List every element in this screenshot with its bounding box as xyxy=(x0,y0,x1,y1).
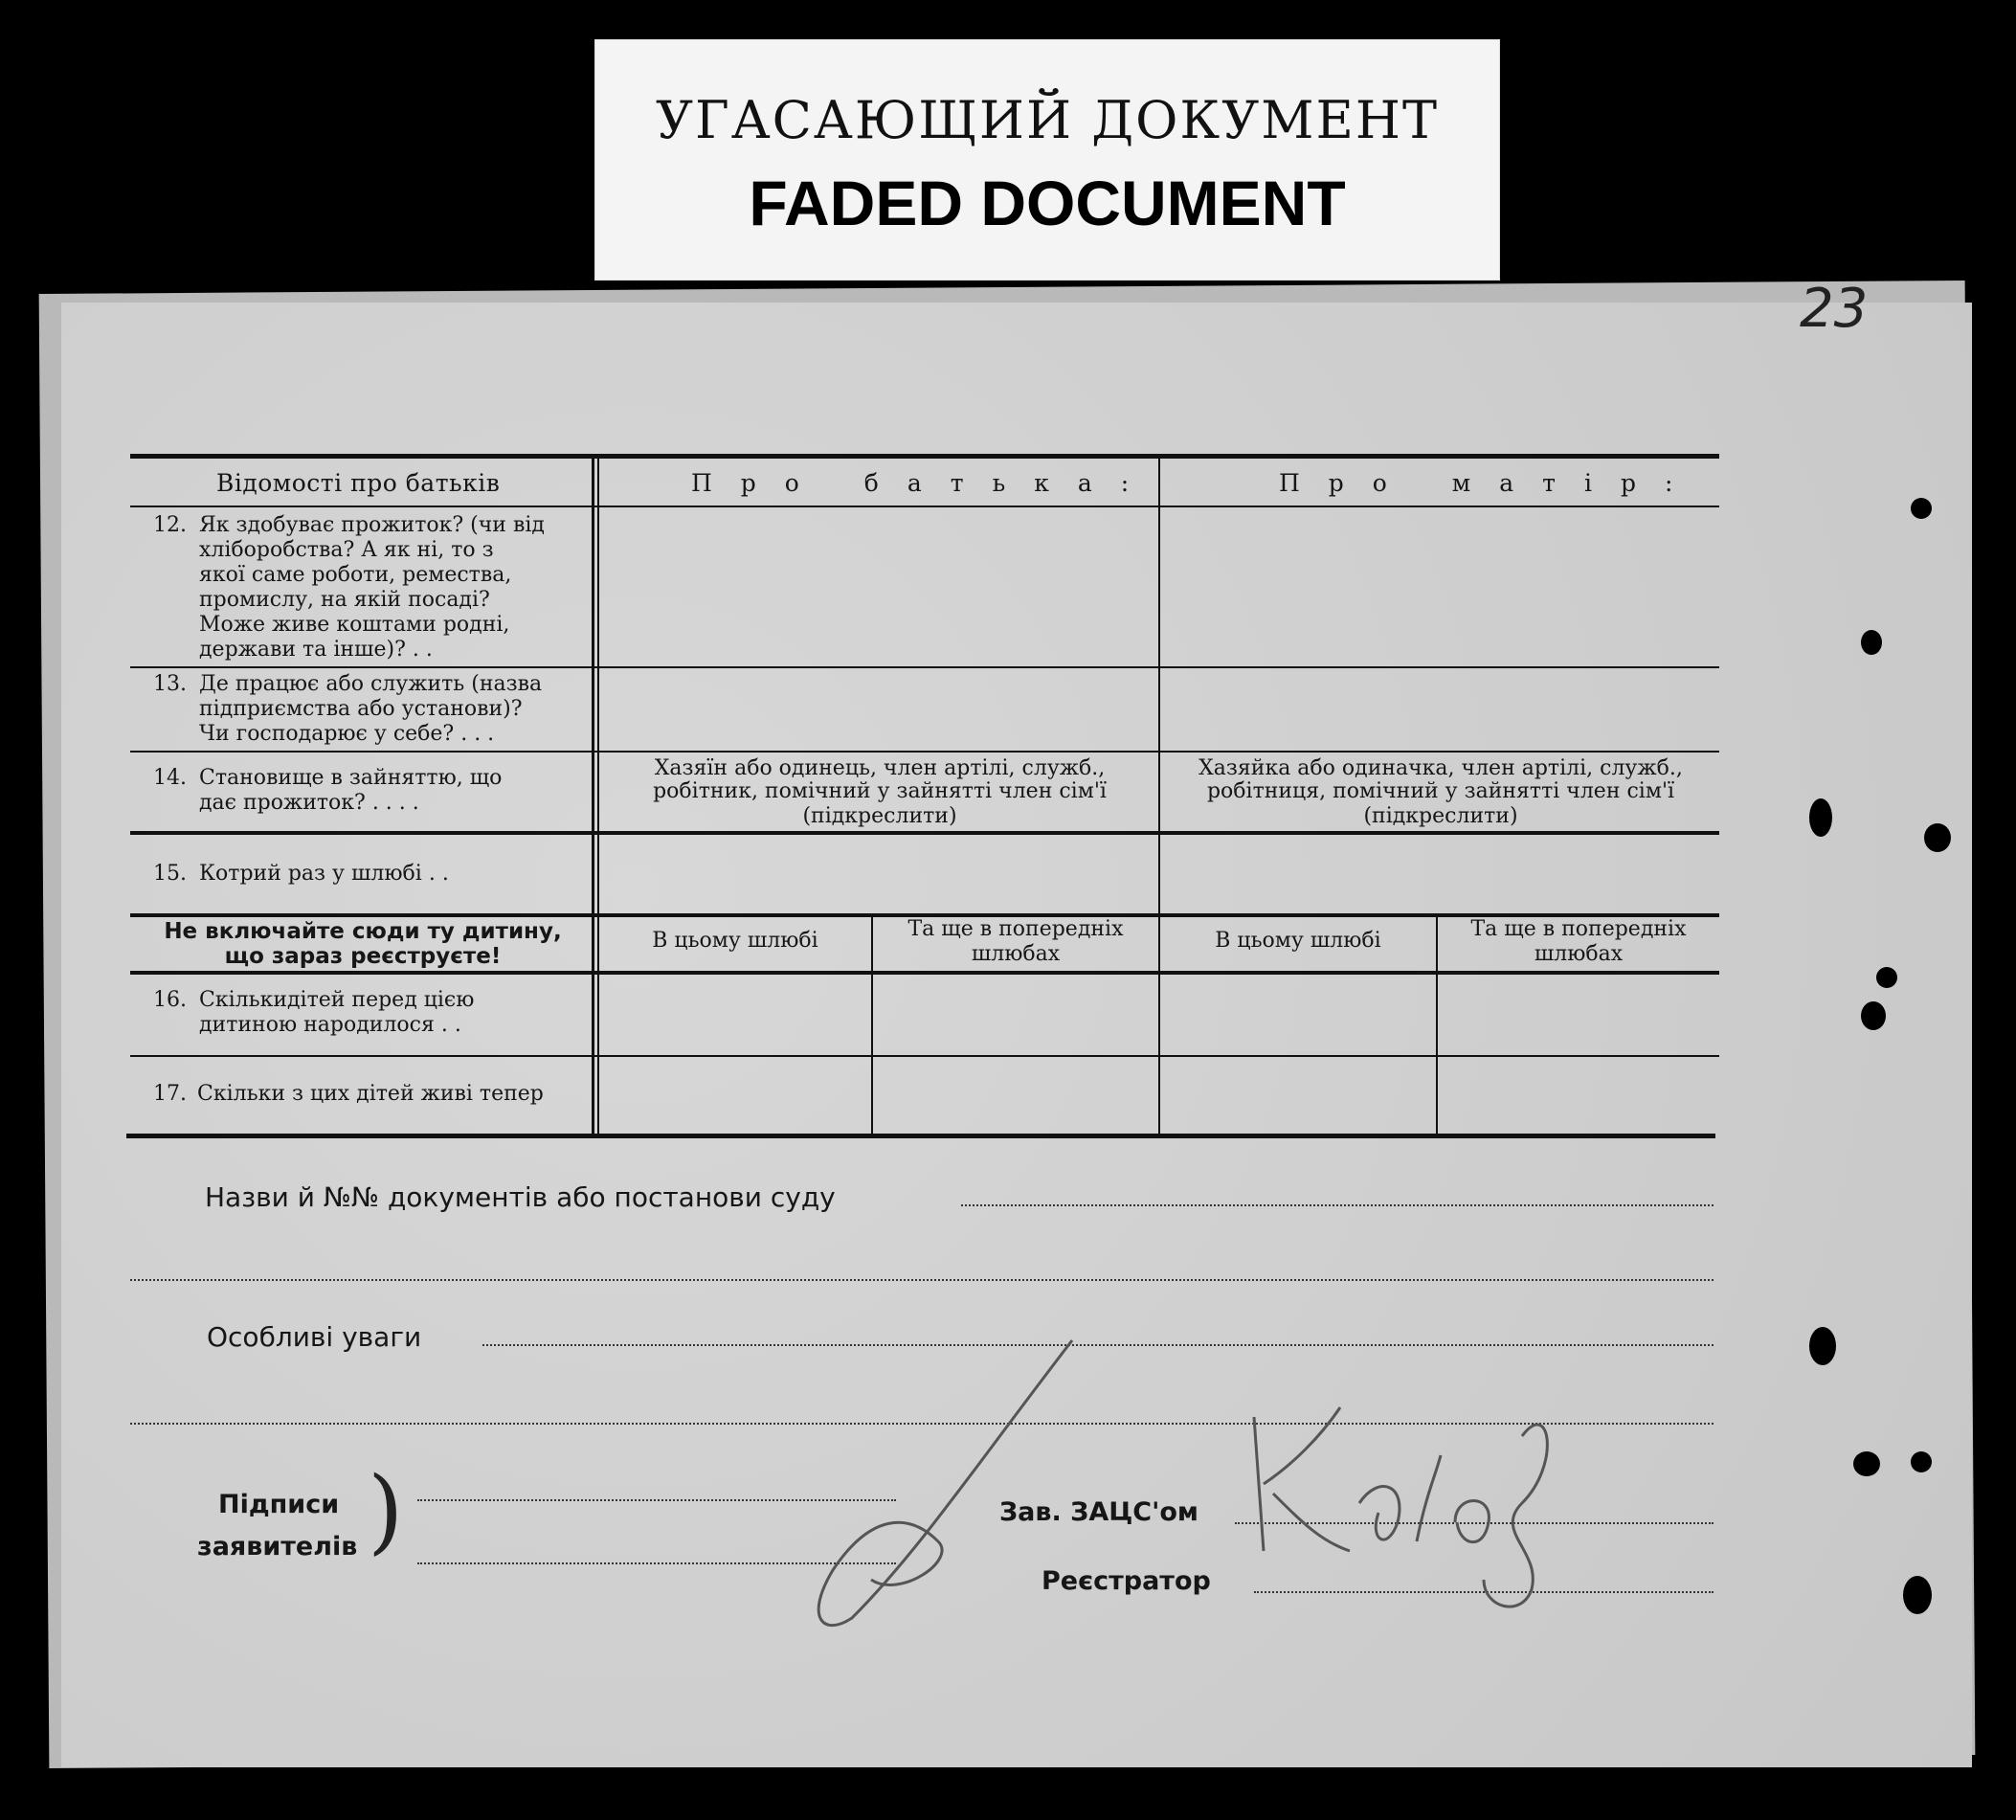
punch-hole xyxy=(1924,823,1951,852)
question-13-line-2: підприємства або установи)? xyxy=(199,697,523,721)
question-13-line-1: Де працює або служить (назва xyxy=(199,672,543,696)
question-14-line-1: Становище в зайняттю, що xyxy=(199,766,503,790)
handwritten-signature-stroke xyxy=(785,1331,1110,1656)
registrar-label: Реєстратор xyxy=(1042,1566,1211,1596)
documents-label: Назви й №№ документів або постанови суду xyxy=(205,1181,836,1213)
question-15: Котрий раз у шлюбі . . xyxy=(199,862,449,886)
mother-occupation-line-2: робітниця, помічний у зайнятті член сім'ї xyxy=(1206,779,1675,803)
vline-father-mother xyxy=(1158,458,1160,1134)
faded-document-banner xyxy=(595,40,1499,280)
header-about-mother: Про матір: xyxy=(1279,469,1702,497)
mother-occupation-line-1: Хазяйка або одиначка, член артілі, служб., xyxy=(1198,756,1683,780)
question-12-line-1: Як здобуває прожиток? (чи від xyxy=(199,513,545,537)
notes-label: Особливі уваги xyxy=(207,1321,422,1353)
question-12-line-2: хліборобства? А як ні, то з xyxy=(199,538,494,562)
table-bottom-rule xyxy=(126,1134,1715,1138)
punch-hole xyxy=(1876,967,1897,988)
punch-hole xyxy=(1911,498,1932,519)
punch-hole xyxy=(1861,630,1882,655)
rule-row13 xyxy=(130,751,1719,753)
punch-hole xyxy=(1853,1451,1880,1476)
rule-row12 xyxy=(130,666,1719,668)
question-16-line-2: дитиною народилося . . xyxy=(199,1013,461,1037)
question-16-line-1: Скількидітей перед цією xyxy=(199,988,475,1012)
question-17: Скільки з цих дітей живі тепер xyxy=(197,1082,544,1106)
documents-line-1[interactable] xyxy=(961,1204,1714,1206)
applicants-label-2: заявителів xyxy=(197,1532,358,1562)
punch-hole xyxy=(1911,1451,1932,1472)
handwritten-signature-kalo xyxy=(1235,1359,1579,1628)
question-13-line-3: Чи господарює у себе? . . . xyxy=(199,722,495,746)
mother-previous-marriages-2: шлюбах xyxy=(1534,942,1624,966)
father-previous-marriages-2: шлюбах xyxy=(971,942,1061,966)
punch-hole xyxy=(1861,1001,1886,1030)
punch-hole xyxy=(1809,798,1832,837)
question-12-line-5: Може живе коштами родні, xyxy=(199,613,510,637)
children-note-line-2: що зараз реєструєте! xyxy=(224,944,502,969)
row-number-14: 14. xyxy=(153,766,187,790)
rule-row16 xyxy=(130,1055,1719,1057)
question-12-line-6: держави та інше)? . . xyxy=(199,638,433,662)
rule-row14 xyxy=(130,831,1719,835)
header-parents-info: Відомості про батьків xyxy=(216,469,501,497)
vline-label-col-2 xyxy=(597,458,599,1134)
mother-occupation-line-3: (підкреслити) xyxy=(1363,804,1518,828)
father-occupation-line-3: (підкреслити) xyxy=(802,804,957,828)
vline-label-col xyxy=(592,458,594,1134)
row-number-13: 13. xyxy=(153,672,187,696)
punch-hole xyxy=(1809,1327,1836,1365)
father-occupation-line-2: робітник, помічний у зайнятті член сім'ї xyxy=(653,779,1107,803)
row-number-15: 15. xyxy=(153,862,187,886)
mother-this-marriage: В цьому шлюбі xyxy=(1215,929,1381,953)
mother-previous-marriages-1: Та ще в попередніх xyxy=(1470,917,1687,941)
father-previous-marriages-1: Та ще в попередніх xyxy=(907,917,1124,941)
question-14-line-2: дає прожиток? . . . . xyxy=(199,791,419,815)
applicants-brace: ) xyxy=(368,1457,404,1564)
row-number-17: 17. xyxy=(153,1082,187,1106)
page-number: 23 xyxy=(1800,278,1869,340)
banner-title-en: FADED DOCUMENT xyxy=(749,168,1346,238)
children-note-line-1: Не включайте сюди ту дитину, xyxy=(164,919,562,944)
father-occupation-line-1: Хазяїн або одинець, член артілі, служб., xyxy=(654,756,1106,780)
rule-header xyxy=(130,506,1719,507)
row-number-12: 12. xyxy=(153,513,187,537)
table-top-rule xyxy=(130,454,1719,459)
head-of-registry-label: Зав. ЗАЦС'ом xyxy=(999,1497,1198,1527)
applicants-label-1: Підписи xyxy=(218,1490,340,1519)
rule-children-header xyxy=(130,971,1719,975)
documents-line-2[interactable] xyxy=(130,1279,1714,1281)
header-about-father: Про батька: xyxy=(691,469,1158,497)
banner-title-ru: УГАСАЮЩИЙ ДОКУМЕНТ xyxy=(655,90,1440,150)
question-12-line-3: якої саме роботи, ремества, xyxy=(199,563,512,587)
father-this-marriage: В цьому шлюбі xyxy=(652,929,818,953)
row-number-16: 16. xyxy=(153,988,187,1012)
question-12-line-4: промислу, на якій посаді? xyxy=(199,588,490,612)
punch-hole xyxy=(1903,1576,1932,1614)
